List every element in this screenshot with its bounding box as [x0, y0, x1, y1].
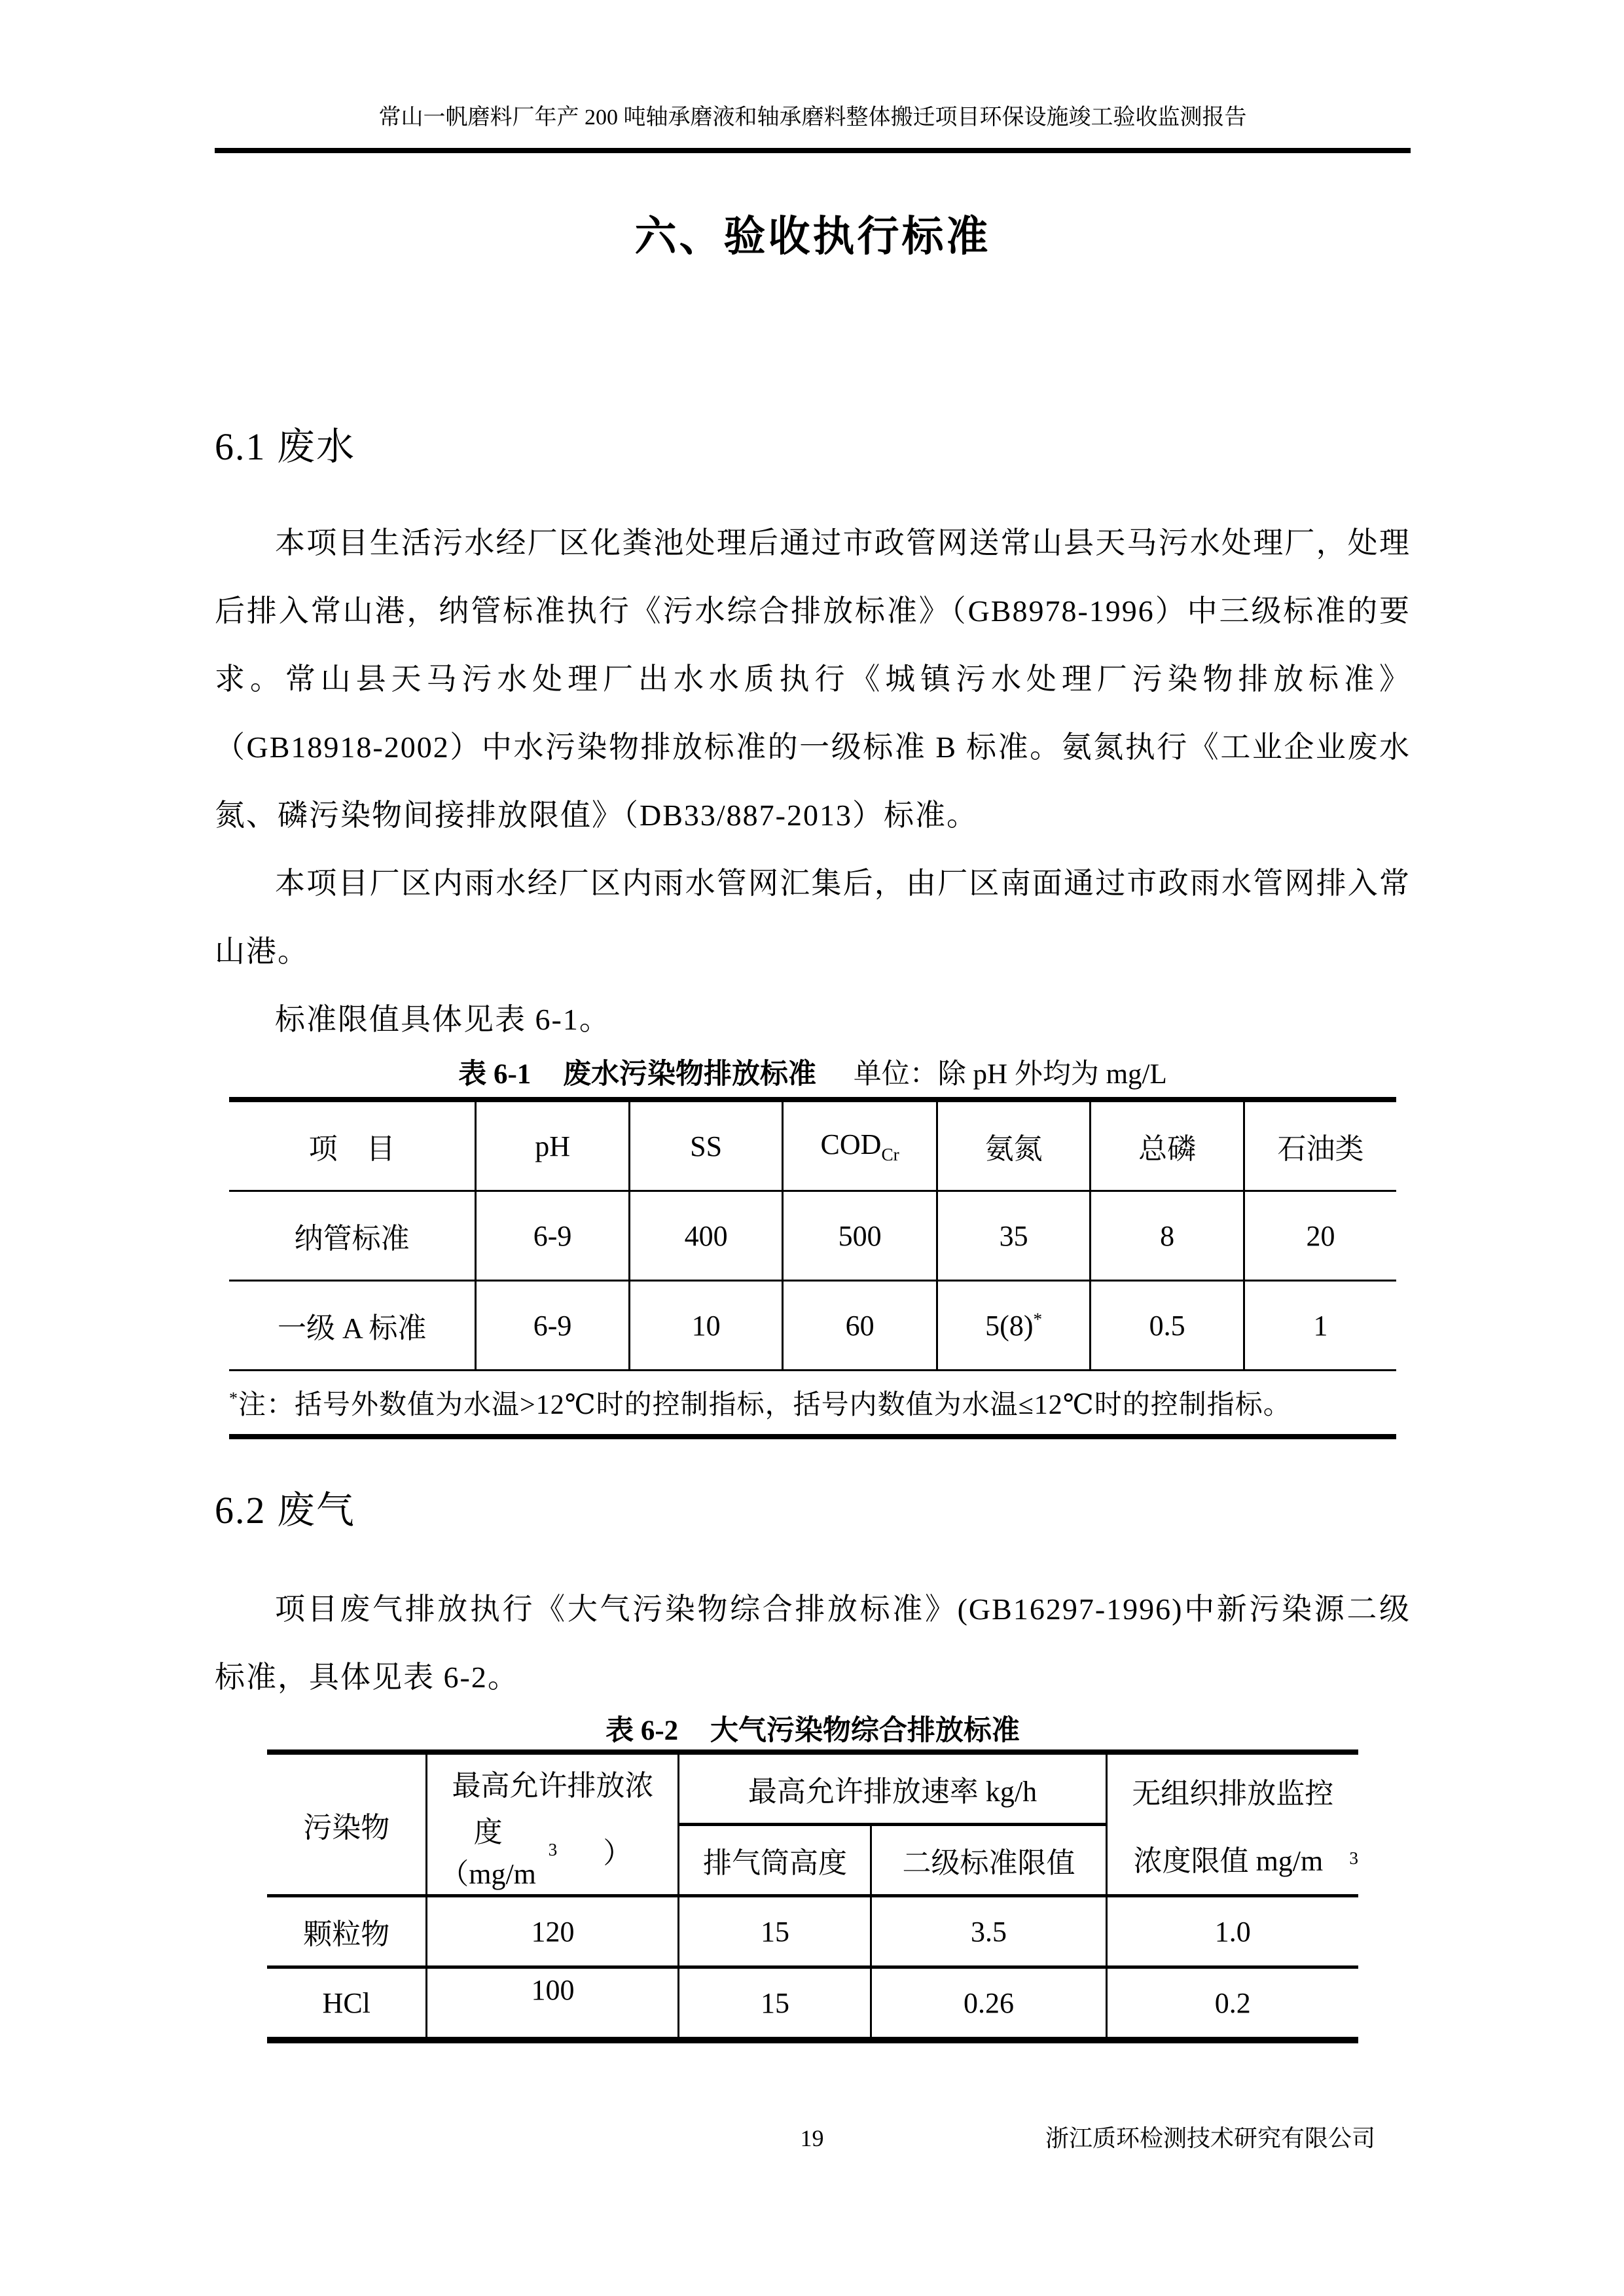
table2-header-fugitive — [1106, 1752, 1358, 1896]
table2-header-stack-height: 排气筒高度 — [679, 1825, 871, 1896]
unit-prefix: 浓度限值 mg/m — [1133, 1845, 1324, 1877]
row-label: 纳管标准 — [229, 1191, 476, 1281]
cell-petroleum: 1 — [1244, 1281, 1396, 1371]
paragraph: 标准限值具体见表 6-1。 — [275, 1003, 611, 1036]
table1-header-row — [229, 1100, 1396, 1191]
running-header — [215, 0, 1411, 153]
table2-caption-number: 表 6-2 — [605, 1715, 679, 1746]
table1-row-pipe-standard — [229, 1191, 1396, 1281]
paragraph: 本项目厂区内雨水经厂区内雨水管网汇集后，由厂区南面通过市政雨水管网排入常山港。 — [215, 867, 1411, 968]
footnote-star: * — [229, 1389, 239, 1408]
unit-superscript: 3 — [1349, 1848, 1358, 1868]
cell-tp: 8 — [1091, 1191, 1244, 1281]
table1-footnote — [229, 1371, 1396, 1437]
page-number: 19 — [800, 2125, 824, 2151]
table1-caption — [215, 1058, 1411, 1092]
table2-header-rate-group: 最高允许排放速率 kg/h — [679, 1752, 1106, 1825]
cell-fugitive-limit: 1.0 — [1106, 1896, 1358, 1967]
table1-note-row — [229, 1371, 1396, 1437]
row-label: 一级 A 标准 — [229, 1281, 476, 1371]
table1-header-item: 项 目 — [229, 1100, 476, 1191]
table2-header-grade2-limit: 二级标准限值 — [871, 1825, 1106, 1896]
table1-header-petroleum: 石油类 — [1244, 1100, 1396, 1191]
cell-ph: 6-9 — [476, 1281, 630, 1371]
table1-caption-number: 表 6-1 — [458, 1059, 532, 1090]
table2-header-max-concentration — [427, 1752, 679, 1896]
waste-gas-standards-table — [267, 1749, 1358, 2043]
unit-superscript: 3 — [548, 1840, 558, 1859]
concentration-value: 100 — [531, 1973, 575, 2006]
section-heading-waste-gas: 6.2 废气 — [215, 1489, 356, 1532]
cell-grade2-limit: 3.5 — [871, 1896, 1106, 1967]
cell-nh3n — [937, 1281, 1091, 1371]
cell-stack-height: 15 — [679, 1967, 871, 2041]
cell-ss: 400 — [629, 1191, 783, 1281]
table1-header-cod — [783, 1100, 937, 1191]
fugitive-line2 — [1108, 1825, 1359, 1892]
cell-cod: 60 — [783, 1281, 937, 1371]
paragraph: 项目废气排放执行《大气污染物综合排放标准》(GB16297-1996)中新污染源二级标准，具体见表 6-2。 — [215, 1592, 1411, 1694]
cell-ph: 6-9 — [476, 1191, 630, 1281]
cell-concentration: 120 — [427, 1896, 679, 1967]
table1-header-ph: pH — [476, 1100, 630, 1191]
cell-petroleum: 20 — [1244, 1191, 1396, 1281]
company-name: 浙江质环检测技术研究有限公司 — [1045, 2125, 1375, 2151]
table1-header-tp: 总磷 — [1091, 1100, 1244, 1191]
cell-grade2-limit: 0.26 — [871, 1967, 1106, 2041]
cell-concentration — [427, 1967, 679, 2041]
table1-caption-unit: 单位：除 pH 外均为 mg/L — [853, 1059, 1167, 1090]
cod-label: COD — [820, 1128, 882, 1160]
table2-row-hcl — [267, 1967, 1358, 2041]
nh3n-value: 5(8) — [985, 1309, 1034, 1342]
max-concentration-lines — [427, 1757, 677, 1892]
cell-fugitive-limit: 0.2 — [1106, 1967, 1358, 2041]
row-label: 颗粒物 — [267, 1896, 427, 1967]
waste-gas-paragraphs — [215, 1575, 1411, 1712]
table2-header-pollutant: 污染物 — [267, 1752, 427, 1896]
cell-ss: 10 — [629, 1281, 783, 1371]
max-concentration-line1: 最高允许排放浓 — [452, 1769, 654, 1802]
wastewater-standards-table — [229, 1097, 1396, 1439]
table1-header-nh3n: 氨氮 — [937, 1100, 1091, 1191]
table1-caption-title: 废水污染物排放标准 — [563, 1059, 817, 1090]
table2-row-particulate — [267, 1896, 1358, 1967]
table1-header-ss: SS — [629, 1100, 783, 1191]
table2-caption — [215, 1714, 1411, 1748]
table1-row-grade1a-standard — [229, 1281, 1396, 1371]
max-concentration-line2 — [427, 1808, 677, 1892]
wastewater-paragraphs — [215, 509, 1411, 1054]
paragraph: 本项目生活污水经厂区化粪池处理后通过市政管网送常山县天马污水处理厂，处理后排入常山港，纳管标准执行《污水综合排放标准》（GB8978-1996）中三级标准的要求。常山县天马污水处理厂出水水质执行《城镇污水处理厂污染物排放标准》（GB18918-2002）中水污染物排放标准的一级标准 B 标准。氨氮执行《工业企业废水氮、磷污染物间接排放限值》（DB33/887-2013）标准。 — [215, 526, 1411, 832]
footnote-text: 注：括号外数值为水温>12℃时的控制指标，括号内数值为水温≤12℃时的控制指标。 — [238, 1390, 1291, 1420]
cell-cod: 500 — [783, 1191, 937, 1281]
cell-stack-height: 15 — [679, 1896, 871, 1967]
unit-suffix: ） — [603, 1837, 632, 1869]
running-header-text: 常山一帆磨料厂年产 200 吨轴承磨液和轴承磨料整体搬迁项目环保设施竣工验收监测报告 — [378, 105, 1247, 130]
unit-prefix: 度（mg/m — [440, 1816, 536, 1890]
fugitive-lines — [1108, 1757, 1359, 1892]
section-heading-wastewater: 6.1 废水 — [215, 425, 356, 468]
fugitive-line1: 无组织排放监控 — [1132, 1778, 1334, 1810]
cell-nh3n: 35 — [937, 1191, 1091, 1281]
page-footer — [0, 2122, 1624, 2155]
row-label: HCl — [267, 1967, 427, 2041]
table2-header-row-1 — [267, 1752, 1358, 1825]
chapter-title: 六、验收执行标准 — [634, 213, 991, 260]
cod-subscript: Cr — [881, 1144, 899, 1164]
cell-tp: 0.5 — [1091, 1281, 1244, 1371]
table2-caption-title: 大气污染物综合排放标准 — [710, 1715, 1020, 1746]
nh3n-footnote-marker: * — [1033, 1308, 1043, 1329]
